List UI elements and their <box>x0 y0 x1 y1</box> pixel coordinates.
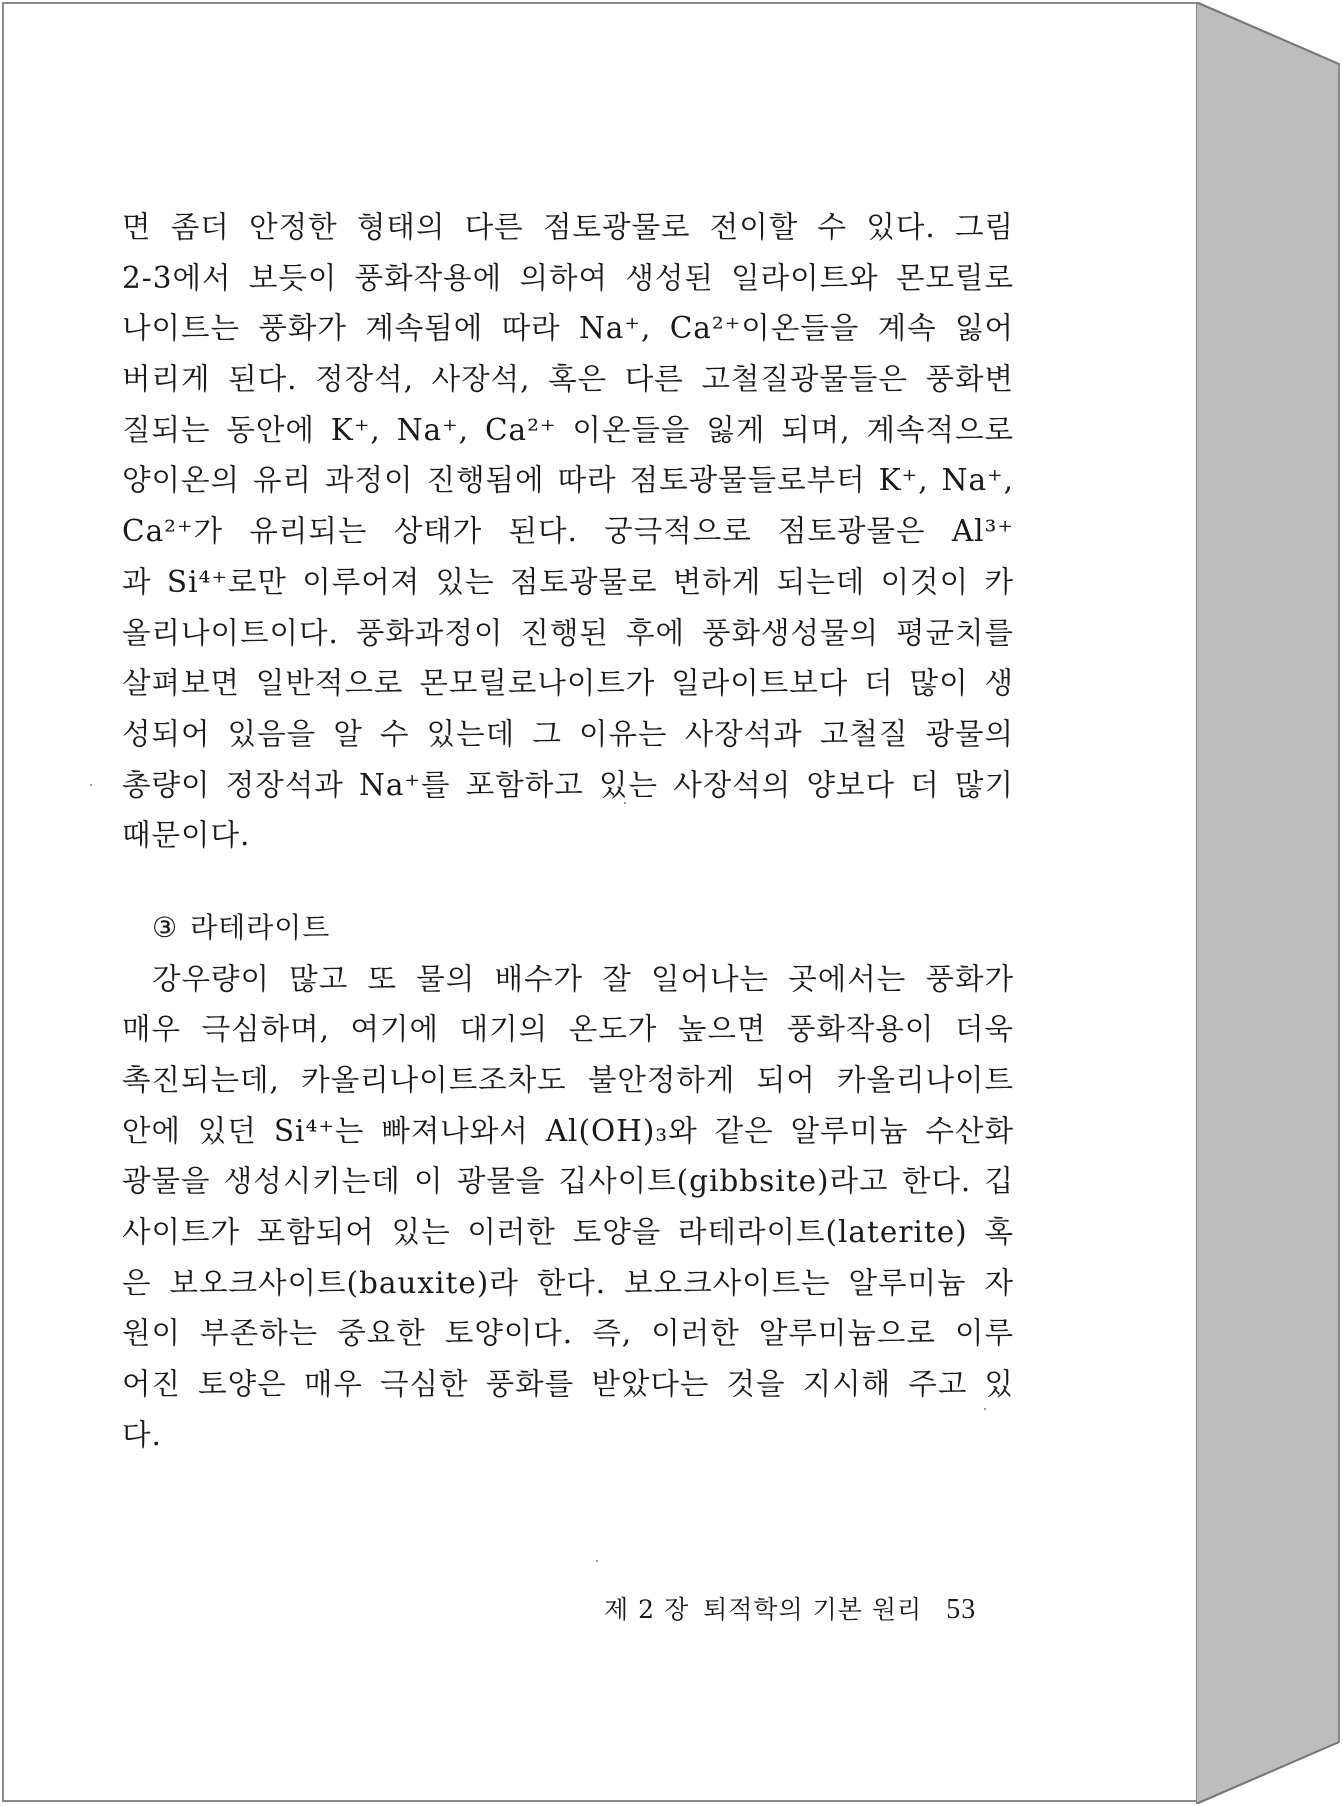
text-line: 사이트가 포함되어 있는 이러한 토양을 라테라이트(laterite) 혹 <box>122 1215 1014 1250</box>
section-heading <box>122 903 1014 954</box>
text-line: 버리게 된다. 정장석, 사장석, 혹은 다른 고철질광물들은 풍화변 <box>122 362 1014 397</box>
text-line: 양이온의 유리 과정이 진행됨에 따라 점토광물들로부터 K⁺, Na⁺, <box>122 463 1014 498</box>
text-line: 올리나이트이다. 풍화과정이 진행된 후에 풍화생성물의 평균치를 <box>122 615 1014 650</box>
text-line: 살펴보면 일반적으로 몬모릴로나이트가 일라이트보다 더 많이 생 <box>122 666 1014 701</box>
paragraph-2 <box>122 954 1014 1461</box>
scan-speck <box>984 1408 986 1410</box>
page-number: 53 <box>946 1594 977 1625</box>
section-number: ③ <box>152 910 179 944</box>
scan-speck <box>596 1560 598 1562</box>
book-page <box>2 2 1198 1802</box>
text-line: 은 보오크사이트(bauxite)라 한다. 보오크사이트는 알루미늄 자 <box>122 1265 1014 1300</box>
page-stack-edge <box>1196 2 1341 1804</box>
section-title: 라테라이트 <box>190 910 331 944</box>
text-line: 면 좀더 안정한 형태의 다른 점토광물로 전이할 수 있다. 그림 <box>122 210 1014 244</box>
text-line: 어진 토양은 매우 극심한 풍화를 받았다는 것을 지시해 주고 있 <box>122 1367 1014 1402</box>
text-line: 광물을 생성시키는데 이 광물을 깁사이트(gibbsite)라고 한다. 깁 <box>122 1164 1014 1199</box>
text-line: 강우량이 많고 또 물의 배수가 잘 일어나는 곳에서는 풍화가 <box>152 961 1014 996</box>
text-line: 매우 극심하며, 여기에 대기의 온도가 높으면 풍화작용이 더욱 <box>122 1012 1014 1047</box>
text-line: 질되는 동안에 K⁺, Na⁺, Ca²⁺ 이온들을 잃게 되며, 계속적으로 <box>122 412 1014 447</box>
scan-speck <box>90 784 92 786</box>
text-line: 과 Si⁴⁺로만 이루어져 있는 점토광물로 변하게 되는데 이것이 카 <box>122 564 1014 599</box>
text-line: 때문이다. <box>122 818 251 853</box>
footer-chapter: 제 2 장 <box>604 1595 690 1624</box>
text-line: 촉진되는데, 카올리나이트조차도 불안정하게 되어 카올리나이트 <box>122 1063 1014 1097</box>
footer-title: 퇴적학의 기본 원리 <box>703 1595 923 1624</box>
text-line: 안에 있던 Si⁴⁺는 빠져나와서 Al(OH)₃와 같은 알루미늄 수산화 <box>122 1113 1014 1148</box>
page-footer <box>604 1590 976 1626</box>
text-line: Ca²⁺가 유리되는 상태가 된다. 궁극적으로 점토광물은 Al³⁺ <box>122 514 1014 549</box>
text-line: 총량이 정장석과 Na⁺를 포함하고 있는 사장석의 양보다 더 많기 <box>122 767 1014 802</box>
paragraph-1 <box>122 202 1014 861</box>
scan-speck <box>624 802 626 804</box>
text-line: 원이 부존하는 중요한 토양이다. 즉, 이러한 알루미늄으로 이루 <box>122 1316 1014 1351</box>
paragraph-gap <box>122 861 1014 903</box>
text-line: 성되어 있음을 알 수 있는데 그 이유는 사장석과 고철질 광물의 <box>122 716 1014 751</box>
text-line: 나이트는 풍화가 계속됨에 따라 Na⁺, Ca²⁺이온들을 계속 잃어 <box>122 311 1014 346</box>
page-stack-shape <box>1196 2 1341 1804</box>
text-line: 2-3에서 보듯이 풍화작용에 의하여 생성된 일라이트와 몬모릴로 <box>122 260 1014 295</box>
text-line: 다. <box>122 1417 162 1452</box>
page-content <box>122 202 1014 1461</box>
